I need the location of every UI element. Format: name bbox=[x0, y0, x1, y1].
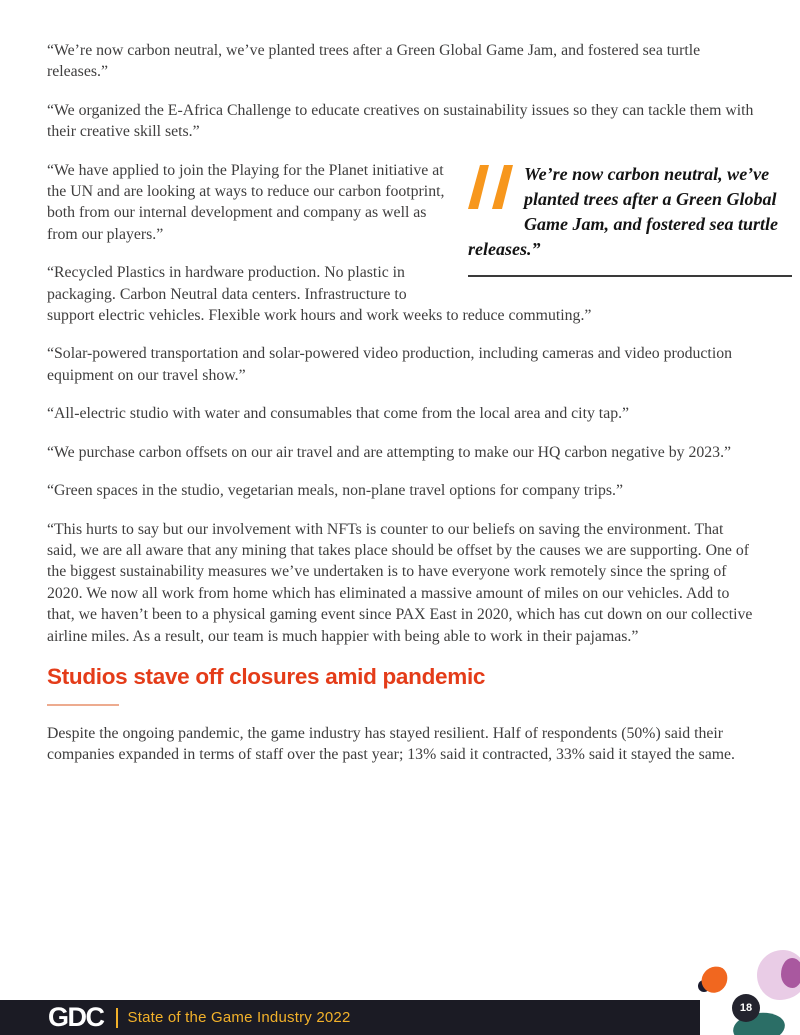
report-content bbox=[47, 40, 778, 783]
quote-paragraph: “We organized the E-Africa Challenge to educate creatives on sustainability issues so they can tackle them with their creative skill sets.” bbox=[47, 101, 754, 141]
quote-paragraph: “Green spaces in the studio, vegetarian meals, non-plane travel options for company trips.” bbox=[47, 482, 623, 500]
body-paragraph: Despite the ongoing pandemic, the game industry has stayed resilient. Half of respondents (50%) said their companies expanded in terms of staff over the past year; 13% said it contracted, 33% said it stayed the same. bbox=[47, 724, 735, 764]
page-number-badge bbox=[732, 994, 760, 1022]
footer-bar bbox=[0, 1000, 700, 1035]
pull-quote bbox=[468, 162, 792, 277]
decoration-pink-blob bbox=[757, 950, 800, 1000]
section-heading: Studios stave off closures amid pandemic bbox=[47, 663, 486, 689]
pull-quote-body bbox=[468, 162, 792, 262]
page-number: 18 bbox=[739, 1002, 753, 1014]
quote-paragraph: “We’re now carbon neutral, we’ve planted trees after a Green Global Game Jam, and fostered sea turtle releases.” bbox=[47, 42, 701, 81]
quote-paragraph: “Recycled Plastics in hardware production. No plastic in packaging. Carbon Neutral data centers. Infrastructure to support electric vehicles. Flexible work hours and work weeks to reduce commuting.” bbox=[47, 264, 592, 325]
quote-paragraph: “Solar-powered transportation and solar-powered video production, including cameras and video production equipment on our travel show.” bbox=[47, 345, 733, 384]
gdc-logo: GDC bbox=[48, 1002, 104, 1032]
decoration-purple-blob bbox=[781, 958, 800, 988]
quote-paragraph: “We have applied to join the Playing for the Planet initiative at the UN and are looking at ways to reduce our carbon footprint, both from our internal development and company as well as from our players.” bbox=[47, 161, 445, 243]
pull-quote-text: We’re now carbon neutral, we’ve planted trees after a Green Global Game Jam, and fostered sea turtle releases.” bbox=[468, 163, 778, 259]
footer-separator bbox=[116, 1008, 118, 1028]
heading-rule bbox=[47, 704, 119, 706]
quote-paragraph: “We purchase carbon offsets on our air travel and are attempting to make our HQ carbon negative by 2023.” bbox=[47, 443, 732, 461]
quote-paragraph: “All-electric studio with water and consumables that come from the local area and city tap.” bbox=[47, 405, 630, 423]
quote-paragraph: “This hurts to say but our involvement with NFTs is counter to our beliefs on saving the environment. That said, we are all aware that any mining that takes place should be offset by the causes we are supporting. One of the biggest sustainability measures we’ve undertaken is to have everyone work remotely since the spring of 2020. We now all work from home which has eliminated a massive amount of miles on our vehicles. Add to that, we haven’t been to a physical gaming event since PAX East in 2020, which has cut down on our collective airline miles. As a result, our team is much happier with being able to work in their pajamas.” bbox=[47, 520, 753, 645]
footer-report-title: State of the Game Industry 2022 bbox=[127, 1009, 351, 1026]
pull-quote-rule bbox=[468, 275, 792, 277]
quote-mark-icon bbox=[468, 165, 514, 213]
